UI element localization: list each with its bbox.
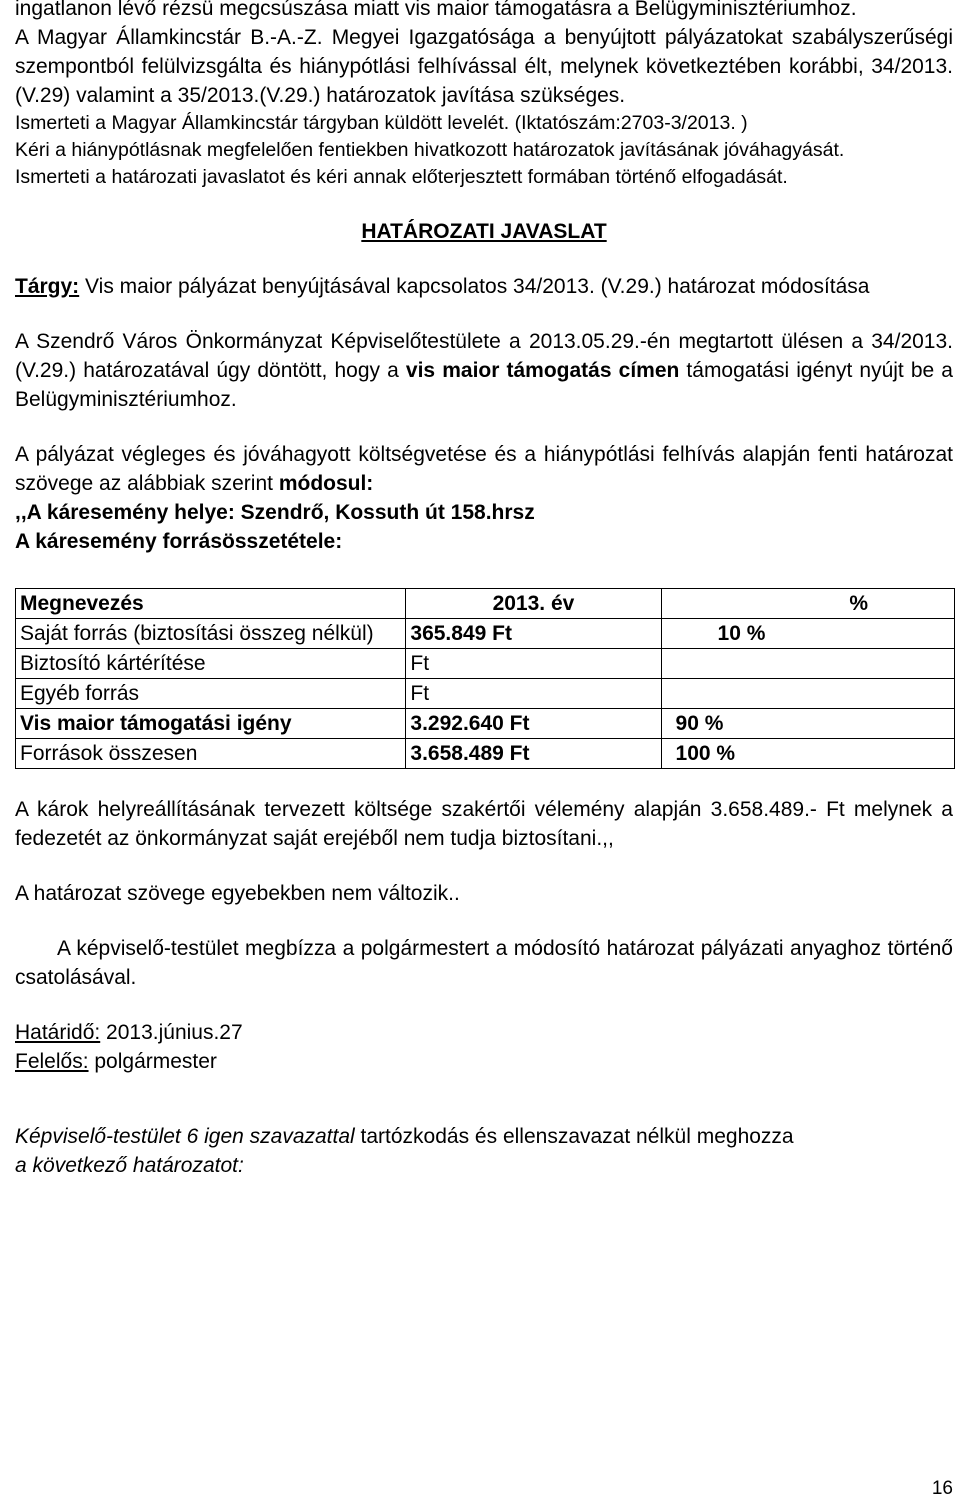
- row-name: Egyéb forrás: [16, 679, 406, 709]
- decision-bold-text: vis maior támogatás címen: [405, 359, 680, 382]
- header-cell-year: 2013. év: [406, 589, 661, 619]
- kincstar-paragraph: A Magyar Államkincstár B.-A.-Z. Megyei Igazgatósága a benyújtott pályázatokat szabályszerűségi szempontból felülvizsgálta és hiánypótlási felhívással élt, melynek következtében korábbi, 34/2013.(V.29) valamint a 35/2013.(V.29.) határozatok javítása szükséges.: [15, 26, 953, 107]
- modify-paragraph: [15, 440, 953, 498]
- mandate-paragraph: A képviselő-testület megbízza a polgármestert a módosító határozat pályázati anyaghoz történő csatolásával.: [15, 937, 953, 989]
- row-amount: Ft: [406, 679, 661, 709]
- responsible-label: Felelős:: [15, 1050, 89, 1073]
- ismerteti-letter-paragraph: Ismerteti a Magyar Államkincstár tárgyban küldött levelét. (Iktatószám:2703-3/2013. ): [15, 112, 748, 134]
- modify-text: A pályázat végleges és jóváhagyott költségvetése és a hiánypótlási felhívás alapján fenti határozat szövege az alábbiak szerint: [15, 443, 953, 495]
- row-percent: 90 %: [661, 709, 954, 739]
- sources-title: A káresemény forrásösszetétele:: [15, 530, 343, 553]
- section-heading: HATÁROZATI JAVASLAT: [361, 220, 607, 243]
- row-percent: [661, 649, 954, 679]
- row-amount: 3.292.640 Ft: [406, 709, 661, 739]
- deadline-line: [15, 1018, 953, 1047]
- table-row: [16, 709, 955, 739]
- row-amount: 365.849 Ft: [406, 619, 661, 649]
- vote-italic-2: a következő határozatot:: [15, 1154, 244, 1177]
- table-row: [16, 619, 955, 649]
- row-amount: 3.658.489 Ft: [406, 739, 661, 769]
- ismerteti-javaslat-paragraph: Ismerteti a határozati javaslatot és kéri annak előterjesztett formában történő elfogadását.: [15, 166, 788, 188]
- sources-table: [15, 588, 955, 769]
- decision-text-1: A Szendrő Város Önkormányzat Képviselőtestülete a 2013.05.29.-én megtartott ülésen a 34/2013. (V.29.) határozatával úgy döntött, hogy a: [15, 330, 953, 382]
- page-number: 16: [931, 1478, 953, 1499]
- row-amount: Ft: [406, 649, 661, 679]
- vote-normal: tartózkodás és ellenszavazat nélkül meghozza: [354, 1125, 794, 1148]
- keri-paragraph: Kéri a hiánypótlásnak megfelelően fentiekben hivatkozott határozatok javításának jóváhagyását.: [15, 139, 845, 161]
- unchanged-paragraph: A határozat szövege egyebekben nem változik..: [15, 882, 460, 905]
- vote-italic-1: Képviselő-testület 6 igen szavazattal: [15, 1125, 355, 1148]
- row-percent: [661, 679, 954, 709]
- subject-paragraph: [15, 272, 953, 301]
- responsible-line: [15, 1047, 953, 1076]
- responsible-value: polgármester: [88, 1050, 217, 1073]
- header-cell-name: Megnevezés: [16, 589, 406, 619]
- subject-label: Tárgy:: [15, 275, 80, 298]
- row-name: Biztosító kártérítése: [16, 649, 406, 679]
- location-line: ,,A káresemény helye: Szendrő, Kossuth út 158.hrsz: [15, 501, 535, 524]
- row-name: Saját forrás (biztosítási összeg nélkül): [16, 619, 406, 649]
- decision-paragraph: [15, 327, 953, 414]
- costs-paragraph: A károk helyreállításának tervezett költsége szakértői vélemény alapján 3.658.489.- Ft melynek a fedezetét az önkormányzat saját erejéből nem tudja biztosítani.,,: [15, 798, 953, 850]
- table-row: [16, 739, 955, 769]
- deadline-value: 2013.június.27: [100, 1021, 243, 1044]
- vote-paragraph: [15, 1122, 953, 1180]
- table-row: [16, 649, 955, 679]
- row-percent: 10 %: [661, 619, 954, 649]
- modify-bold: módosul:: [278, 472, 374, 495]
- document-page: [15, 0, 953, 1180]
- header-cell-percent: %: [661, 589, 954, 619]
- decision-text-2: támogatási igényt nyújt be a Belügyminisztériumhoz.: [15, 359, 953, 411]
- intro-partial-line: ingatlanon lévő rézsü megcsúszása miatt vis maior támogatásra a Belügyminisztériumhoz.: [15, 0, 857, 20]
- table-header-row: [16, 589, 955, 619]
- row-name: Források összesen: [16, 739, 406, 769]
- table-row: [16, 679, 955, 709]
- row-name: Vis maior támogatási igény: [16, 709, 406, 739]
- row-percent: 100 %: [661, 739, 954, 769]
- subject-text: Vis maior pályázat benyújtásával kapcsolatos 34/2013. (V.29.) határozat módosítása: [79, 275, 870, 298]
- deadline-label: Határidő:: [15, 1021, 101, 1044]
